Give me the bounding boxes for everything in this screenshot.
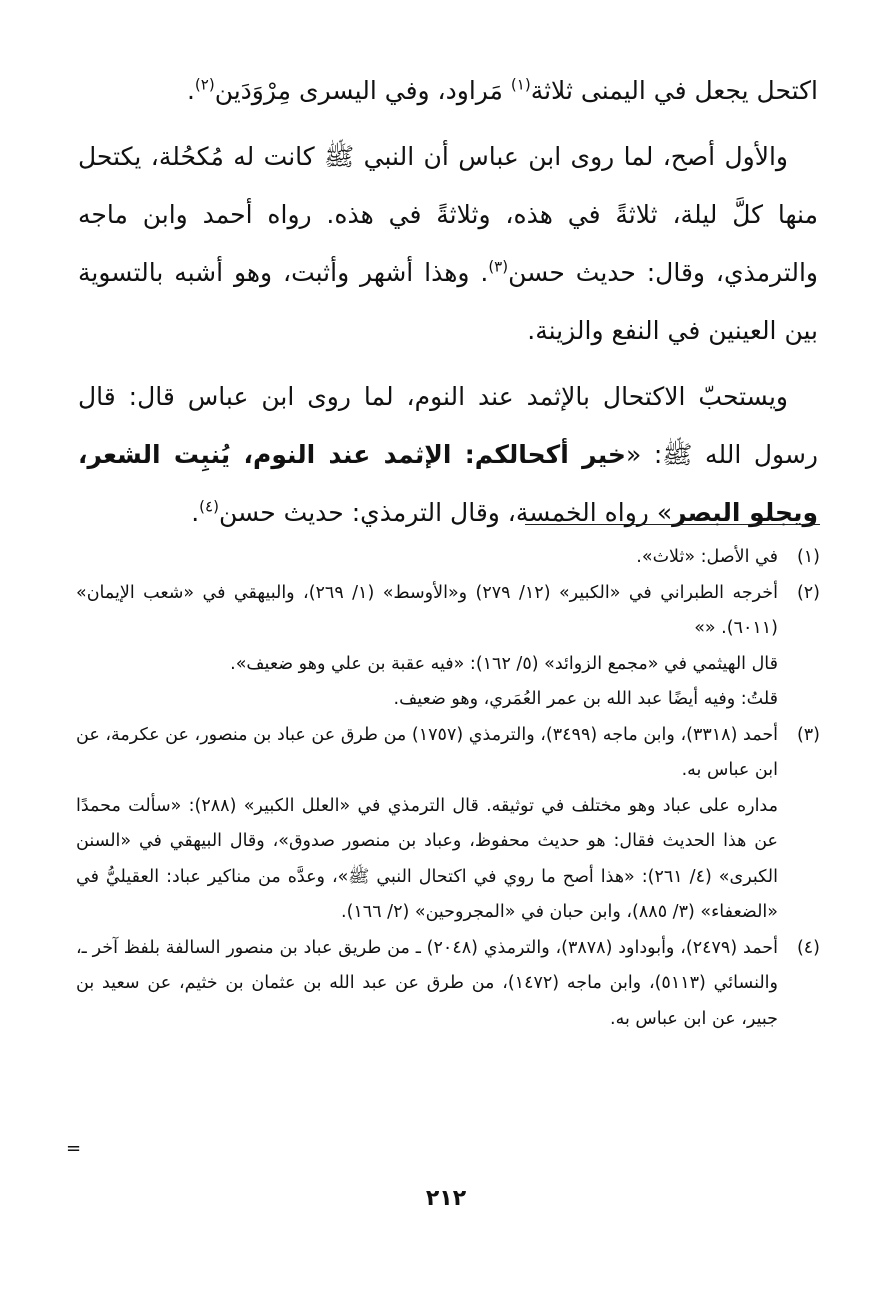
footnote-divider [525, 524, 820, 525]
footnote-number: (٢) [796, 582, 820, 603]
p2-text: والأول أصح، لما روى ابن عباس أن النبي ﷺ كانت له مُكحُلة، يكتحل منها كلَّ ليلة، ثلاثةً في هذه، وثلاثةً في هذه. رواه أحمد وابن ماجه والترمذي، وقال: حديث حسن [78, 142, 818, 287]
footnote-ref-1[interactable]: (١) [510, 75, 531, 94]
main-text [78, 62, 818, 550]
p1-end: . [186, 76, 195, 105]
footnote-line: قلتُ: وفيه أيضًا عبد الله بن عمر العُمَري، وهو ضعيف. [393, 689, 778, 709]
footnote-ref-2[interactable]: (٢) [194, 75, 215, 94]
continuation-mark: = [66, 1138, 82, 1159]
footnote-line: في الأصل: «ثلاث». [636, 547, 778, 567]
paragraph-2 [78, 128, 818, 360]
footnote-3 [76, 718, 820, 931]
p1-text-2: مَراود، وفي اليسرى مِرْوَدَين [214, 76, 511, 105]
p3-text: ويستحبّ الاكتحال بالإثمد عند النوم، لما روى ابن عباس قال: قال رسول الله ﷺ: « [78, 382, 818, 469]
footnote-4 [76, 931, 820, 1038]
footnote-number: (١) [796, 547, 820, 567]
page-number: ٢١٢ [425, 1186, 467, 1211]
footnote-ref-4[interactable]: (٤) [199, 497, 219, 516]
footnote-body [76, 576, 778, 718]
p3-text-2: » رواه الخمسة، وقال الترمذي: حديث حسن [218, 498, 673, 527]
p1-text: اكتحل يجعل في اليمنى ثلاثة [530, 76, 818, 105]
footnote-ref-3[interactable]: (٣) [488, 257, 509, 276]
footnote-body [76, 540, 778, 576]
footnote-line: قال الهيثمي في «مجمع الزوائد» (٥/ ١٦٢): «فيه عقبة بن علي وهو ضعيف». [230, 653, 778, 674]
p3-end: . [191, 498, 200, 527]
paragraph-1 [78, 62, 818, 120]
footnote-line: أخرجه الطبراني في «الكبير» (١٢/ ٢٧٩) و«الأوسط» (١/ ٢٦٩)، والبيهقي في «شعب الإيمان» (٦٠١١). «» [76, 582, 778, 638]
footnote-line: أحمد (٣٣١٨)، وابن ماجه (٣٤٩٩)، والترمذي (١٧٥٧) من طرق عن عباد بن منصور، عن عكرمة، عن ابن عباس به. [76, 724, 778, 780]
footnote-line: مداره على عباد وهو مختلف في توثيقه. قال الترمذي في «العلل الكبير» (٢٨٨): «سألت محمدًا عن هذا الحديث فقال: هو حديث محفوظ، وعباد بن منصور صدوق»، وقال البيهقي في «السنن الكبرى» (٤/ ٢٦١): «هذا أصح ما روي في اكتحال النبي ﷺ»، وعدَّه من مناكير عباد: العقيليُّ في «الضعفاء» (٣/ ٨٨٥)، وابن حبان في «المجروحين» (٢/ ١٦٦). [76, 795, 778, 922]
footnote-number: (٣) [796, 724, 820, 745]
footnote-body [76, 718, 778, 931]
p2-end: . وهذا أشهر وأثبت، وهو أشبه بالتسوية بين العينين في النفع والزينة. [78, 258, 818, 345]
footnote-line: أحمد (٢٤٧٩)، وأبوداود (٣٨٧٨)، والترمذي (٢٠٤٨) ـ من طريق عباد بن منصور السالفة بلفظ آخر ـ، والنسائي (٥١١٣)، وابن ماجه (١٤٧٢)، من طرق عن عبد الله بن عثمان بن خثيم، عن سعيد بن جبير، عن ابن عباس به. [76, 937, 778, 1029]
footnote-body [76, 931, 778, 1038]
hadith-quote: خير أكحالكم: الإثمد عند النوم، يُنبِت الشعر، ويجلو البصر [78, 440, 818, 527]
footnote-number: (٤) [796, 937, 820, 958]
footnotes [76, 540, 820, 1037]
footnote-1 [76, 540, 820, 576]
footnote-2 [76, 576, 820, 718]
paragraph-3 [78, 368, 818, 542]
